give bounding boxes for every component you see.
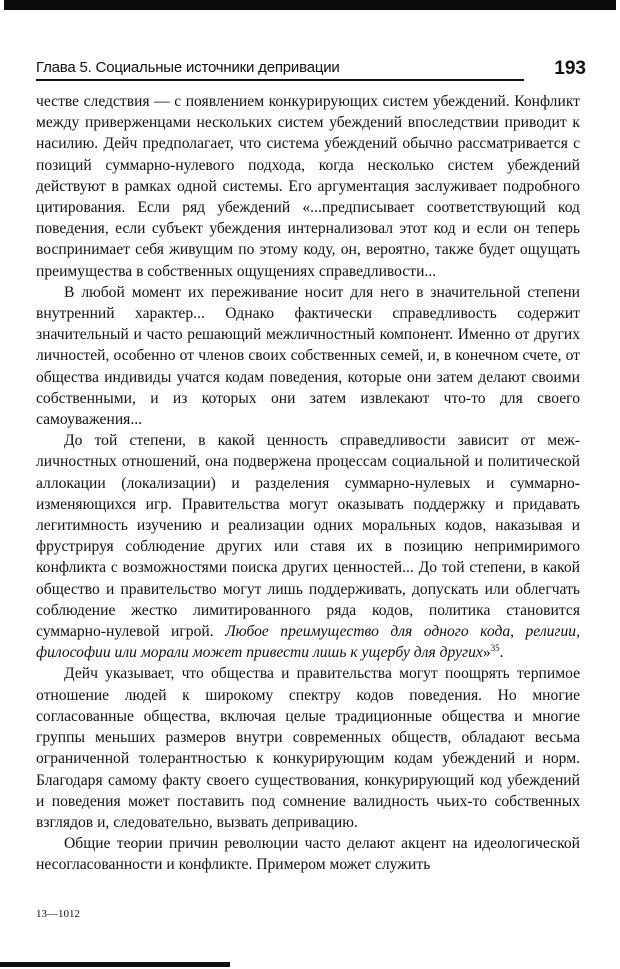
header-rule [36, 79, 524, 81]
body-text [36, 91, 580, 876]
paragraph-3 [36, 430, 580, 663]
paragraph-5: Общие теории причин революции часто делают акцент на идеологической несогласованности и конфликте. Примером может служить [36, 835, 580, 874]
sentence-end: . [499, 644, 504, 662]
paragraph-3-text: До той степени, в какой ценность справедливости зависит от межличностных отношений, она подвержена процессам социальной и политической аллокации (локализации) и разделения суммарно-нулевых и суммарно-изменяющихся игр. Правительства могут оказывать поддержку и придавать легитимность изучению и реализации одних моральных кодов, наказывая и фрустрируя соблюдение других или ставя их в позицию непримиримого конфликта с возможностями поиска других ценностей... До той степени, в какой общество и правительство могут лишь поддерживать, допускать или облегчать соблюдение жестко лимитированного ряда кодов, политика становится суммарно-нулевой игрой. [36, 432, 580, 641]
printer-signature: 13—1012 [36, 908, 80, 920]
italic-quote: Любое преимущество для одного кода, религии, философии или морали может привести лишь к ущербу для других [36, 623, 581, 662]
paragraph-1: честве следствия — с появлением конкурирующих систем убеждений. Конфликт между приверженцами нескольких систем убеждений впоследствии приводит к насилию. Дейч предполагает, что система убеждений обычно рассматривается с позиций суммарно-нулевого подхода, когда несколько систем убеждений действуют в рамках одной системы. Его аргументация заслуживает подробного цитирования. Если ряд убеждений «...предписывает соответствующий код поведения, если субъект убеждения интернализовал этот код и если он теперь воспринимает себя живущим по этому коду, он, вероятно, также будет ощущать преимущества в собственных ощущениях справедливости... [36, 93, 580, 280]
top-border-bar [4, 0, 616, 10]
bottom-border-bar [0, 962, 230, 967]
paragraph-2: В любой момент их переживание носит для него в значительной степени внутренний характер... Однако фактически справедливость содержит значительный и часто решающий межличностный компонент. Именно от других личностей, особенно от членов своих собственных семей, и, в конечном счете, от общества индивиды учатся кодам поведения, которые они затем делают своими собственными, и из которых они затем извлекают что-то для своего самоуважения... [36, 283, 580, 429]
closing-quote: » [482, 644, 491, 662]
running-head-title: Глава 5. Социальные источники депривации [36, 59, 340, 76]
paragraph-4: Дейч указывает, что общества и правительства могут поощрять терпимое отношение людей к широкому спектру кодов поведения. Но многие согласованные общества, включая целые традиционные общества и многие группы меньших размеров внутри современных обществ, обладают весьма ограниченной толерантностью к конкурирующим кодам убеждений и норм. Благодаря самому факту своего существования, конкурирующий код убеждений и поведения может поставить под сомнение валидность чьих-то собственных взглядов и, следовательно, вызвать депривацию. [36, 665, 580, 831]
footnote-ref-35[interactable]: 35 [490, 643, 500, 654]
page-number: 193 [554, 58, 586, 79]
